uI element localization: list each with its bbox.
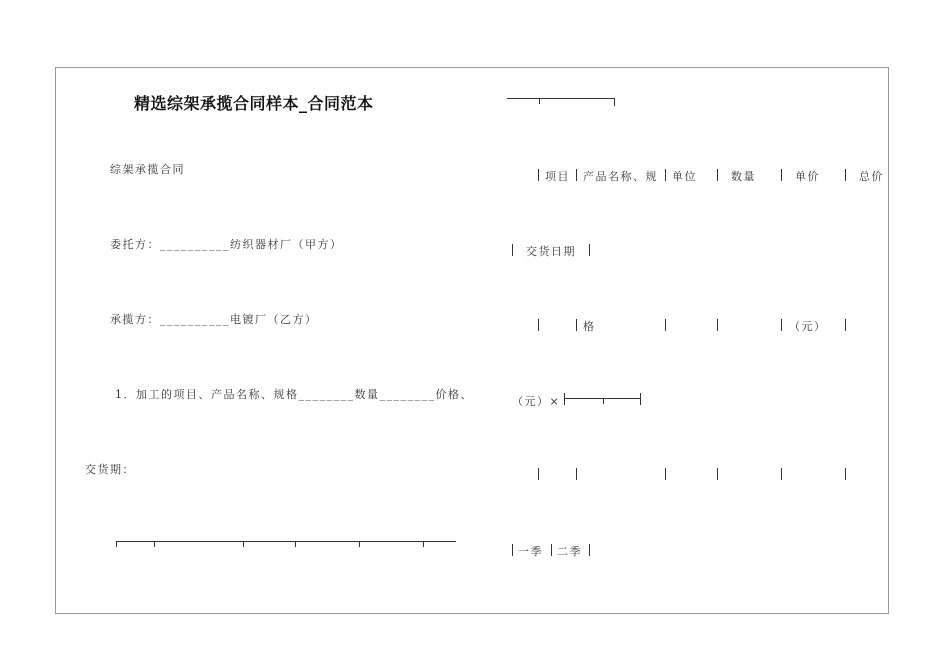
cell-border [589, 244, 590, 256]
header-cell-product-name: 产品名称、规 [583, 170, 658, 183]
cell-border [781, 319, 782, 331]
rule-tick [614, 98, 615, 106]
season-cell-1: 一季 [518, 545, 543, 558]
entrusting-party-line: 委托方：__________纺织器材厂（甲方） [110, 238, 343, 251]
rule-tick [116, 541, 117, 547]
cell-border [538, 468, 539, 480]
rule-tick [640, 393, 641, 405]
delivery-label: 交货期： [85, 463, 135, 476]
total-yuan-times: （元）× [512, 395, 561, 408]
cell-border [538, 319, 539, 331]
header-cell-quantity: 数量 [731, 170, 756, 183]
rule-tick [539, 98, 540, 104]
cell-border [845, 468, 846, 480]
cell-border [665, 468, 666, 480]
header-cell-item: 项目 [545, 170, 570, 183]
cell-border [512, 244, 513, 256]
cell-border [665, 169, 666, 181]
rule-tick [243, 541, 244, 547]
clause-1-text: 1．加工的项目、产品名称、规格________数量________价格、 [115, 388, 473, 401]
rule-tick [295, 541, 296, 547]
table-rule-bottom-left [116, 541, 456, 542]
cell-border [781, 169, 782, 181]
cell-border [551, 544, 552, 556]
cell-border [576, 319, 577, 331]
cell-border [717, 468, 718, 480]
rule-tick [423, 541, 424, 547]
cell-border [717, 169, 718, 181]
cell-border [845, 169, 846, 181]
table-rule-top [507, 98, 615, 99]
header-cell-total: 总价 [859, 170, 884, 183]
spec-continuation-cell: 格 [583, 320, 596, 333]
cell-border [845, 319, 846, 331]
cell-border [512, 544, 513, 556]
contractor-party-line: 承揽方：__________电镀厂（乙方） [110, 313, 318, 326]
rule-tick [603, 398, 604, 404]
cell-border [665, 319, 666, 331]
cell-border [589, 544, 590, 556]
season-cell-2: 二季 [557, 545, 582, 558]
document-title: 精选综架承揽合同样本_合同范本 [134, 94, 374, 113]
rule-tick [564, 393, 565, 405]
delivery-date-cell: 交货日期 [526, 245, 576, 258]
cell-border [576, 169, 577, 181]
contract-heading: 综架承揽合同 [110, 163, 185, 176]
cell-border [576, 468, 577, 480]
header-cell-unit-price: 单价 [795, 170, 820, 183]
header-cell-unit: 单位 [672, 170, 697, 183]
rule-tick [154, 541, 155, 547]
page-frame [55, 67, 889, 614]
cell-border [538, 169, 539, 181]
rule-tick [359, 541, 360, 547]
cell-border [781, 468, 782, 480]
unit-price-yuan-cell: （元） [789, 320, 827, 333]
cell-border [717, 319, 718, 331]
